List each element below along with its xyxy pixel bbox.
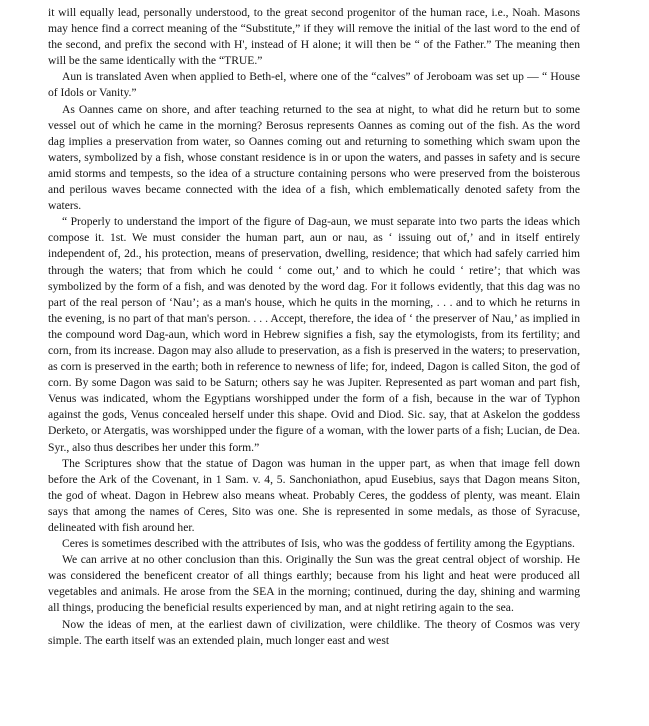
paragraph-1: it will equally lead, personally understood, to the great second progenitor of the human race, i.e., Noah. Masons may hence find a correct meaning of the “Substitute,” if they will remove the initial of the last word to the end of the second, and prefix the second with H', instead of H alone; it will then be “ of the Father.” The meaning then will be the same identically with the “TRUE.”: [48, 6, 580, 68]
document-page: [48, 5, 580, 649]
paragraph-8: Now the ideas of men, at the earliest dawn of civilization, were childlike. The theory of Cosmos was very simple. The earth itself was an extended plain, much longer east and west: [48, 617, 580, 647]
paragraph-3: As Oannes came on shore, and after teaching returned to the sea at night, to what did he return but to some vessel out of which he came in the morning? Berosus represents Oannes as coming out of the fish. As the word dag implies a preservation from water, so Oannes coming out and returning to something which swam upon the waters, symbolized by a fish, whose constant residence is in or upon the waters, and passes in safety and is secure amid storms and tempests, so the idea of a structure containing persons who were preserved from the boisterous and perilous waves became connected with the idea of a fish, which emblematically denoted safety from the waters.: [48, 102, 580, 213]
paragraph-2: Aun is translated Aven when applied to Beth-el, where one of the “calves” of Jeroboam was set up — “ House of Idols or Vanity.”: [48, 70, 580, 100]
paragraph-7: We can arrive at no other conclusion than this. Originally the Sun was the great central object of worship. He was considered the beneficent creator of all things earthly; because from his light and heat were produced all vegetables and animals. He arose from the SEA in the morning; continued, during the day, shining and warming all things, producing the beneficial results experienced by man, and at night retiring again to the sea.: [48, 553, 580, 615]
paragraph-5: The Scriptures show that the statue of Dagon was human in the upper part, as when that image fell down before the Ark of the Covenant, in 1 Sam. v. 4, 5. Sanchoniathon, apud Eusebius, says that Dagon means Siton, the god of wheat. Dagon in Hebrew also means wheat. Probably Ceres, the goddess of plenty, was meant. Elain says that among the names of Ceres, Sito was one. She is represented in some medals, as those of Syracuse, delineated with fish around her.: [48, 456, 580, 534]
paragraph-6: Ceres is sometimes described with the attributes of Isis, who was the goddess of fertility among the Egyptians.: [62, 537, 575, 551]
paragraph-4: “ Properly to understand the import of the figure of Dag-aun, we must separate into two parts the ideas which compose it. 1st. We must consider the human part, aun or nau, as ‘ issuing out of,’ and in itself entirely independent of, 2d., his protection, means of preservation, dwelling, residence; that which had safely carried him through the waters; that from which he could ‘ come out,’ and to which he could ‘ retire’; that which was symbolized by the form of a fish, and was denoted by the word dag. For it follows evidently, that this dag was no part of the real person of ‘Nau’; as a man's house, which he quits in the morning, . . . and to which he returns in the evening, is no part of that man's person. . . . Accept, therefore, the idea of ‘ the preserver of Nau,’ as implied in the compound word Dag-aun, which word in Hebrew signifies a fish, say the etymologists, from its fertility; and corn, from its increase. Dagon may also allude to preservation, as a fish is preserved in the waters; to preservation, as corn is preserved in the earth; both in reference to newness of life; for, indeed, Dagon is called Siton, the god of corn. By some Dagon was said to be Saturn; others say he was Jupiter. Represented as part woman and part fish, Venus was indicated, whom the Egyptians worshipped under the form of a fish, because in the war of Typhon against the gods, Venus concealed herself under this shape. Ovid and Diod. Sic. say, that at Askelon the goddess Derketo, or Atergatis, was worshipped under the figure of a woman, with the lower parts of a fish; Lucian, de Dea. Syr., also thus describes her under this form.”: [48, 215, 580, 454]
